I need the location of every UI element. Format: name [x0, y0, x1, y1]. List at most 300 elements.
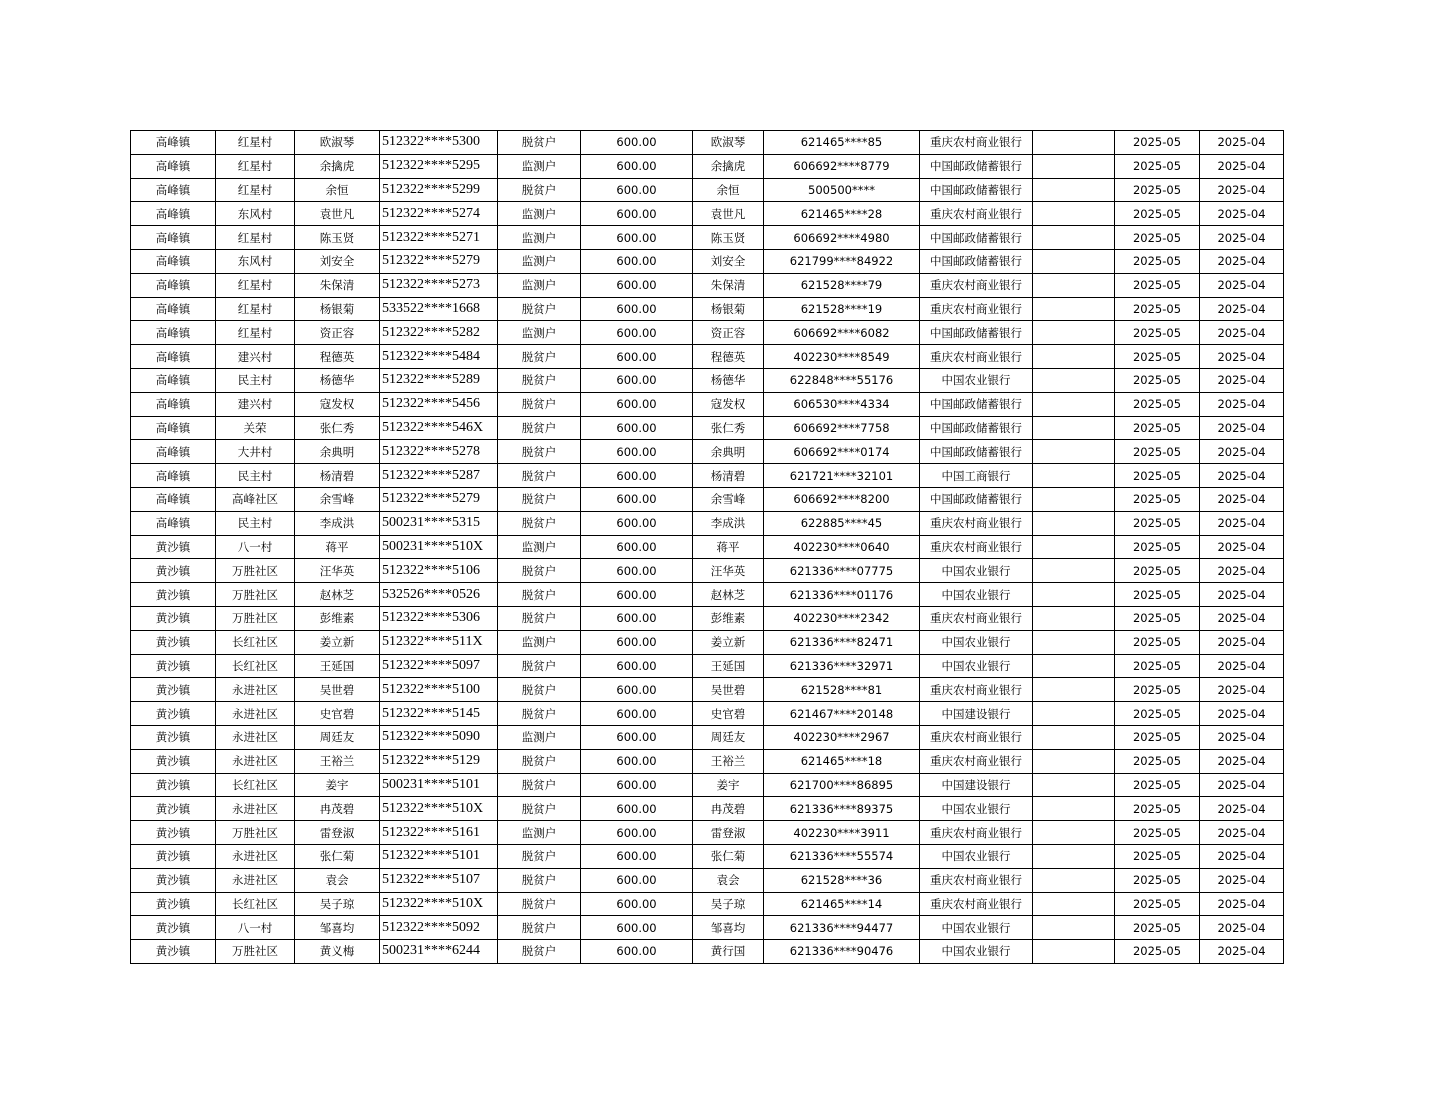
town-cell: 高峰镇: [131, 226, 216, 250]
note-cell: [1033, 345, 1115, 369]
note-cell: [1033, 916, 1115, 940]
note-cell: [1033, 535, 1115, 559]
account-holder-cell: 袁会: [693, 868, 764, 892]
name-cell: 李成洪: [295, 511, 380, 535]
bank-cell: 中国邮政储蓄银行: [920, 487, 1033, 511]
payment-month-cell: 2025-05: [1115, 392, 1200, 416]
id-number-cell: 512322****5106: [380, 559, 498, 583]
town-cell: 黄沙镇: [131, 702, 216, 726]
account-holder-cell: 吴子琼: [693, 892, 764, 916]
town-cell: 黄沙镇: [131, 821, 216, 845]
account-number-cell: 606530****4334: [764, 392, 920, 416]
amount-cell: 600.00: [581, 868, 693, 892]
bank-cell: 中国农业银行: [920, 559, 1033, 583]
id-number-cell: 512322****5107: [380, 868, 498, 892]
name-cell: 余典明: [295, 440, 380, 464]
account-number-cell: 402230****0640: [764, 535, 920, 559]
village-cell: 红星村: [216, 297, 295, 321]
village-cell: 永进社区: [216, 797, 295, 821]
village-cell: 红星村: [216, 131, 295, 155]
bank-cell: 中国邮政储蓄银行: [920, 226, 1033, 250]
note-cell: [1033, 321, 1115, 345]
period-cell: 2025-04: [1200, 345, 1284, 369]
account-number-cell: 606692****4980: [764, 226, 920, 250]
town-cell: 高峰镇: [131, 345, 216, 369]
table-row: [131, 154, 1284, 178]
bank-cell: 重庆农村商业银行: [920, 202, 1033, 226]
period-cell: 2025-04: [1200, 821, 1284, 845]
account-holder-cell: 汪华英: [693, 559, 764, 583]
table-row: [131, 535, 1284, 559]
note-cell: [1033, 654, 1115, 678]
period-cell: 2025-04: [1200, 487, 1284, 511]
account-number-cell: 606692****0174: [764, 440, 920, 464]
name-cell: 余雪峰: [295, 487, 380, 511]
note-cell: [1033, 749, 1115, 773]
period-cell: 2025-04: [1200, 154, 1284, 178]
period-cell: 2025-04: [1200, 678, 1284, 702]
account-number-cell: 500500****: [764, 178, 920, 202]
town-cell: 高峰镇: [131, 440, 216, 464]
payment-month-cell: 2025-05: [1115, 559, 1200, 583]
name-cell: 赵林芝: [295, 583, 380, 607]
note-cell: [1033, 678, 1115, 702]
account-holder-cell: 黄行国: [693, 940, 764, 964]
bank-cell: 重庆农村商业银行: [920, 725, 1033, 749]
payment-month-cell: 2025-05: [1115, 511, 1200, 535]
table-row: [131, 630, 1284, 654]
id-number-cell: 512322****5279: [380, 249, 498, 273]
village-cell: 东风村: [216, 202, 295, 226]
town-cell: 黄沙镇: [131, 559, 216, 583]
town-cell: 黄沙镇: [131, 725, 216, 749]
table-row: [131, 678, 1284, 702]
name-cell: 袁会: [295, 868, 380, 892]
note-cell: [1033, 154, 1115, 178]
account-holder-cell: 邹喜均: [693, 916, 764, 940]
town-cell: 高峰镇: [131, 392, 216, 416]
note-cell: [1033, 606, 1115, 630]
note-cell: [1033, 821, 1115, 845]
account-holder-cell: 雷登淑: [693, 821, 764, 845]
town-cell: 黄沙镇: [131, 654, 216, 678]
payment-month-cell: 2025-05: [1115, 154, 1200, 178]
account-holder-cell: 余恒: [693, 178, 764, 202]
name-cell: 彭维素: [295, 606, 380, 630]
household-type-cell: 脱贫户: [498, 773, 581, 797]
payment-month-cell: 2025-05: [1115, 868, 1200, 892]
table-row: [131, 511, 1284, 535]
account-number-cell: 621336****94477: [764, 916, 920, 940]
amount-cell: 600.00: [581, 345, 693, 369]
account-holder-cell: 王裕兰: [693, 749, 764, 773]
note-cell: [1033, 773, 1115, 797]
id-number-cell: 512322****5300: [380, 131, 498, 155]
payment-month-cell: 2025-05: [1115, 797, 1200, 821]
town-cell: 黄沙镇: [131, 678, 216, 702]
note-cell: [1033, 559, 1115, 583]
table-body: [131, 131, 1284, 964]
account-number-cell: 622848****55176: [764, 368, 920, 392]
village-cell: 民主村: [216, 511, 295, 535]
account-number-cell: 621700****86895: [764, 773, 920, 797]
period-cell: 2025-04: [1200, 868, 1284, 892]
account-holder-cell: 姜宇: [693, 773, 764, 797]
amount-cell: 600.00: [581, 678, 693, 702]
household-type-cell: 脱贫户: [498, 487, 581, 511]
period-cell: 2025-04: [1200, 368, 1284, 392]
village-cell: 万胜社区: [216, 940, 295, 964]
village-cell: 关荣: [216, 416, 295, 440]
payment-month-cell: 2025-05: [1115, 821, 1200, 845]
village-cell: 建兴村: [216, 345, 295, 369]
note-cell: [1033, 440, 1115, 464]
table-row: [131, 844, 1284, 868]
village-cell: 万胜社区: [216, 606, 295, 630]
account-number-cell: 621336****89375: [764, 797, 920, 821]
table-row: [131, 797, 1284, 821]
id-number-cell: 512322****510X: [380, 797, 498, 821]
payment-month-cell: 2025-05: [1115, 940, 1200, 964]
amount-cell: 600.00: [581, 940, 693, 964]
account-holder-cell: 王延国: [693, 654, 764, 678]
bank-cell: 重庆农村商业银行: [920, 535, 1033, 559]
payment-month-cell: 2025-05: [1115, 249, 1200, 273]
note-cell: [1033, 511, 1115, 535]
name-cell: 雷登淑: [295, 821, 380, 845]
id-number-cell: 512322****5282: [380, 321, 498, 345]
table-row: [131, 345, 1284, 369]
bank-cell: 重庆农村商业银行: [920, 868, 1033, 892]
period-cell: 2025-04: [1200, 321, 1284, 345]
bank-cell: 中国邮政储蓄银行: [920, 416, 1033, 440]
name-cell: 资正容: [295, 321, 380, 345]
period-cell: 2025-04: [1200, 178, 1284, 202]
account-number-cell: 402230****8549: [764, 345, 920, 369]
account-holder-cell: 朱保清: [693, 273, 764, 297]
account-number-cell: 621465****85: [764, 131, 920, 155]
note-cell: [1033, 892, 1115, 916]
town-cell: 黄沙镇: [131, 868, 216, 892]
account-holder-cell: 周廷友: [693, 725, 764, 749]
village-cell: 永进社区: [216, 868, 295, 892]
account-holder-cell: 陈玉贤: [693, 226, 764, 250]
name-cell: 黄义梅: [295, 940, 380, 964]
subsidy-table: [130, 130, 1284, 964]
household-type-cell: 监测户: [498, 725, 581, 749]
id-number-cell: 512322****5456: [380, 392, 498, 416]
household-type-cell: 脱贫户: [498, 416, 581, 440]
period-cell: 2025-04: [1200, 654, 1284, 678]
town-cell: 黄沙镇: [131, 535, 216, 559]
household-type-cell: 脱贫户: [498, 297, 581, 321]
village-cell: 永进社区: [216, 678, 295, 702]
period-cell: 2025-04: [1200, 226, 1284, 250]
account-holder-cell: 赵林芝: [693, 583, 764, 607]
id-number-cell: 512322****5295: [380, 154, 498, 178]
id-number-cell: 512322****5484: [380, 345, 498, 369]
town-cell: 高峰镇: [131, 464, 216, 488]
payment-month-cell: 2025-05: [1115, 678, 1200, 702]
amount-cell: 600.00: [581, 297, 693, 321]
note-cell: [1033, 416, 1115, 440]
table-row: [131, 392, 1284, 416]
id-number-cell: 512322****5161: [380, 821, 498, 845]
account-holder-cell: 杨清碧: [693, 464, 764, 488]
village-cell: 万胜社区: [216, 559, 295, 583]
village-cell: 大井村: [216, 440, 295, 464]
note-cell: [1033, 797, 1115, 821]
village-cell: 长红社区: [216, 892, 295, 916]
household-type-cell: 脱贫户: [498, 749, 581, 773]
village-cell: 万胜社区: [216, 821, 295, 845]
name-cell: 姜立新: [295, 630, 380, 654]
note-cell: [1033, 297, 1115, 321]
household-type-cell: 脱贫户: [498, 464, 581, 488]
village-cell: 东风村: [216, 249, 295, 273]
payment-month-cell: 2025-05: [1115, 368, 1200, 392]
account-holder-cell: 欧淑琴: [693, 131, 764, 155]
period-cell: 2025-04: [1200, 535, 1284, 559]
household-type-cell: 脱贫户: [498, 583, 581, 607]
payment-month-cell: 2025-05: [1115, 297, 1200, 321]
payment-month-cell: 2025-05: [1115, 464, 1200, 488]
id-number-cell: 512322****5092: [380, 916, 498, 940]
town-cell: 高峰镇: [131, 321, 216, 345]
amount-cell: 600.00: [581, 821, 693, 845]
note-cell: [1033, 273, 1115, 297]
period-cell: 2025-04: [1200, 916, 1284, 940]
household-type-cell: 监测户: [498, 321, 581, 345]
amount-cell: 600.00: [581, 583, 693, 607]
id-number-cell: 512322****5271: [380, 226, 498, 250]
household-type-cell: 脱贫户: [498, 606, 581, 630]
account-holder-cell: 袁世凡: [693, 202, 764, 226]
payment-month-cell: 2025-05: [1115, 773, 1200, 797]
period-cell: 2025-04: [1200, 797, 1284, 821]
account-holder-cell: 余典明: [693, 440, 764, 464]
table-row: [131, 226, 1284, 250]
note-cell: [1033, 392, 1115, 416]
bank-cell: 重庆农村商业银行: [920, 511, 1033, 535]
household-type-cell: 监测户: [498, 273, 581, 297]
name-cell: 欧淑琴: [295, 131, 380, 155]
table-row: [131, 487, 1284, 511]
id-number-cell: 512322****546X: [380, 416, 498, 440]
period-cell: 2025-04: [1200, 702, 1284, 726]
bank-cell: 中国农业银行: [920, 940, 1033, 964]
bank-cell: 中国农业银行: [920, 368, 1033, 392]
payment-month-cell: 2025-05: [1115, 345, 1200, 369]
bank-cell: 中国农业银行: [920, 654, 1033, 678]
amount-cell: 600.00: [581, 131, 693, 155]
note-cell: [1033, 725, 1115, 749]
table-row: [131, 202, 1284, 226]
id-number-cell: 500231****6244: [380, 940, 498, 964]
account-number-cell: 621465****28: [764, 202, 920, 226]
period-cell: 2025-04: [1200, 583, 1284, 607]
village-cell: 长红社区: [216, 654, 295, 678]
town-cell: 高峰镇: [131, 511, 216, 535]
household-type-cell: 脱贫户: [498, 131, 581, 155]
account-number-cell: 606692****6082: [764, 321, 920, 345]
town-cell: 高峰镇: [131, 202, 216, 226]
bank-cell: 中国邮政储蓄银行: [920, 178, 1033, 202]
table-row: [131, 749, 1284, 773]
payment-month-cell: 2025-05: [1115, 606, 1200, 630]
name-cell: 朱保清: [295, 273, 380, 297]
household-type-cell: 监测户: [498, 630, 581, 654]
account-holder-cell: 姜立新: [693, 630, 764, 654]
table-row: [131, 892, 1284, 916]
amount-cell: 600.00: [581, 559, 693, 583]
table-row: [131, 440, 1284, 464]
amount-cell: 600.00: [581, 654, 693, 678]
amount-cell: 600.00: [581, 892, 693, 916]
account-number-cell: 621467****20148: [764, 702, 920, 726]
bank-cell: 中国农业银行: [920, 630, 1033, 654]
payment-month-cell: 2025-05: [1115, 178, 1200, 202]
id-number-cell: 512322****5273: [380, 273, 498, 297]
town-cell: 黄沙镇: [131, 797, 216, 821]
account-number-cell: 402230****3911: [764, 821, 920, 845]
table-row: [131, 583, 1284, 607]
payment-month-cell: 2025-05: [1115, 844, 1200, 868]
household-type-cell: 脱贫户: [498, 678, 581, 702]
id-number-cell: 512322****5129: [380, 749, 498, 773]
bank-cell: 中国邮政储蓄银行: [920, 249, 1033, 273]
id-number-cell: 500231****510X: [380, 535, 498, 559]
household-type-cell: 脱贫户: [498, 368, 581, 392]
town-cell: 黄沙镇: [131, 606, 216, 630]
payment-month-cell: 2025-05: [1115, 416, 1200, 440]
amount-cell: 600.00: [581, 154, 693, 178]
village-cell: 八一村: [216, 916, 295, 940]
name-cell: 邹喜均: [295, 916, 380, 940]
period-cell: 2025-04: [1200, 606, 1284, 630]
account-holder-cell: 余擒虎: [693, 154, 764, 178]
household-type-cell: 监测户: [498, 226, 581, 250]
account-holder-cell: 杨德华: [693, 368, 764, 392]
account-holder-cell: 张仁秀: [693, 416, 764, 440]
name-cell: 寇发权: [295, 392, 380, 416]
account-holder-cell: 资正容: [693, 321, 764, 345]
id-number-cell: 500231****5315: [380, 511, 498, 535]
name-cell: 张仁秀: [295, 416, 380, 440]
id-number-cell: 500231****5101: [380, 773, 498, 797]
amount-cell: 600.00: [581, 702, 693, 726]
id-number-cell: 512322****5289: [380, 368, 498, 392]
name-cell: 陈玉贤: [295, 226, 380, 250]
period-cell: 2025-04: [1200, 749, 1284, 773]
town-cell: 黄沙镇: [131, 583, 216, 607]
id-number-cell: 512322****5090: [380, 725, 498, 749]
payment-month-cell: 2025-05: [1115, 725, 1200, 749]
account-number-cell: 621528****79: [764, 273, 920, 297]
name-cell: 余恒: [295, 178, 380, 202]
town-cell: 黄沙镇: [131, 630, 216, 654]
period-cell: 2025-04: [1200, 559, 1284, 583]
table-row: [131, 131, 1284, 155]
note-cell: [1033, 178, 1115, 202]
account-number-cell: 621799****84922: [764, 249, 920, 273]
id-number-cell: 512322****5100: [380, 678, 498, 702]
amount-cell: 600.00: [581, 797, 693, 821]
period-cell: 2025-04: [1200, 131, 1284, 155]
town-cell: 高峰镇: [131, 154, 216, 178]
table-row: [131, 273, 1284, 297]
table-row: [131, 821, 1284, 845]
account-number-cell: 621336****90476: [764, 940, 920, 964]
table-row: [131, 654, 1284, 678]
table-row: [131, 606, 1284, 630]
amount-cell: 600.00: [581, 202, 693, 226]
table-row: [131, 940, 1284, 964]
name-cell: 王裕兰: [295, 749, 380, 773]
name-cell: 吴子琼: [295, 892, 380, 916]
bank-cell: 中国建设银行: [920, 702, 1033, 726]
village-cell: 永进社区: [216, 702, 295, 726]
id-number-cell: 512322****5274: [380, 202, 498, 226]
amount-cell: 600.00: [581, 606, 693, 630]
name-cell: 周廷友: [295, 725, 380, 749]
household-type-cell: 监测户: [498, 154, 581, 178]
table-row: [131, 321, 1284, 345]
household-type-cell: 脱贫户: [498, 559, 581, 583]
table-row: [131, 249, 1284, 273]
account-holder-cell: 刘安全: [693, 249, 764, 273]
name-cell: 杨银菊: [295, 297, 380, 321]
amount-cell: 600.00: [581, 273, 693, 297]
account-number-cell: 621336****32971: [764, 654, 920, 678]
account-number-cell: 621336****82471: [764, 630, 920, 654]
village-cell: 红星村: [216, 321, 295, 345]
name-cell: 余擒虎: [295, 154, 380, 178]
town-cell: 高峰镇: [131, 131, 216, 155]
account-holder-cell: 寇发权: [693, 392, 764, 416]
household-type-cell: 脱贫户: [498, 797, 581, 821]
note-cell: [1033, 131, 1115, 155]
amount-cell: 600.00: [581, 440, 693, 464]
bank-cell: 中国农业银行: [920, 916, 1033, 940]
name-cell: 史官碧: [295, 702, 380, 726]
bank-cell: 重庆农村商业银行: [920, 297, 1033, 321]
village-cell: 红星村: [216, 273, 295, 297]
id-number-cell: 512322****5278: [380, 440, 498, 464]
note-cell: [1033, 702, 1115, 726]
period-cell: 2025-04: [1200, 892, 1284, 916]
household-type-cell: 脱贫户: [498, 178, 581, 202]
table-row: [131, 416, 1284, 440]
note-cell: [1033, 868, 1115, 892]
period-cell: 2025-04: [1200, 773, 1284, 797]
id-number-cell: 533522****1668: [380, 297, 498, 321]
account-holder-cell: 余雪峰: [693, 487, 764, 511]
name-cell: 吴世碧: [295, 678, 380, 702]
period-cell: 2025-04: [1200, 416, 1284, 440]
period-cell: 2025-04: [1200, 273, 1284, 297]
account-holder-cell: 李成洪: [693, 511, 764, 535]
household-type-cell: 监测户: [498, 535, 581, 559]
town-cell: 黄沙镇: [131, 892, 216, 916]
bank-cell: 中国工商银行: [920, 464, 1033, 488]
bank-cell: 中国邮政储蓄银行: [920, 440, 1033, 464]
account-holder-cell: 冉茂碧: [693, 797, 764, 821]
payment-month-cell: 2025-05: [1115, 630, 1200, 654]
name-cell: 杨清碧: [295, 464, 380, 488]
amount-cell: 600.00: [581, 725, 693, 749]
bank-cell: 重庆农村商业银行: [920, 273, 1033, 297]
